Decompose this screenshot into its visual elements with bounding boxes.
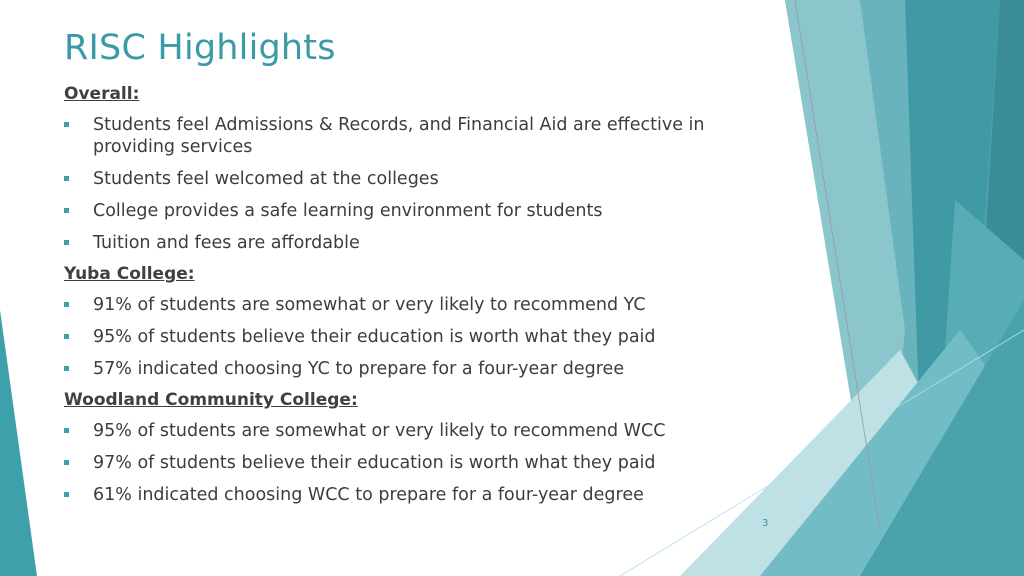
list-item-text: Students feel Admissions & Records, and Financial Aid are effective in providing services [93,115,705,157]
list-item [64,326,764,348]
bullet-icon [64,428,69,433]
list-item [64,452,764,474]
bullet-icon [64,122,69,127]
section-heading-woodland: Woodland Community College: [64,390,358,410]
section-heading-overall: Overall: [64,84,140,104]
list-item-text: Tuition and fees are affordable [93,233,360,253]
list-item-text: 57% indicated choosing YC to prepare for a four-year degree [93,359,625,379]
list-item [64,114,764,158]
list-item-text: 91% of students are somewhat or very likely to recommend YC [93,295,646,315]
section-heading-yuba: Yuba College: [64,264,195,284]
bullet-icon [64,366,69,371]
bullet-icon [64,460,69,465]
list-item-text: 95% of students believe their education is worth what they paid [93,327,656,347]
list-item-text: 61% indicated choosing WCC to prepare for a four-year degree [93,485,644,505]
list-item [64,420,764,442]
bullet-icon [64,492,69,497]
list-item [64,200,764,222]
list-item-text: Students feel welcomed at the colleges [93,169,439,189]
list-item [64,358,764,380]
list-item [64,232,764,254]
bullet-icon [64,240,69,245]
slide-content [64,84,764,516]
list-item [64,168,764,190]
list-item-text: College provides a safe learning environment for students [93,201,603,221]
bullet-icon [64,176,69,181]
page-number: 3 [762,518,769,529]
bullet-icon [64,302,69,307]
bullet-icon [64,334,69,339]
facet-shape [0,310,37,576]
list-item [64,294,764,316]
list-item-text: 95% of students are somewhat or very likely to recommend WCC [93,421,666,441]
list-item [64,484,764,506]
slide-title: RISC Highlights [64,28,336,68]
bullet-icon [64,208,69,213]
list-item-text: 97% of students believe their education is worth what they paid [93,453,656,473]
